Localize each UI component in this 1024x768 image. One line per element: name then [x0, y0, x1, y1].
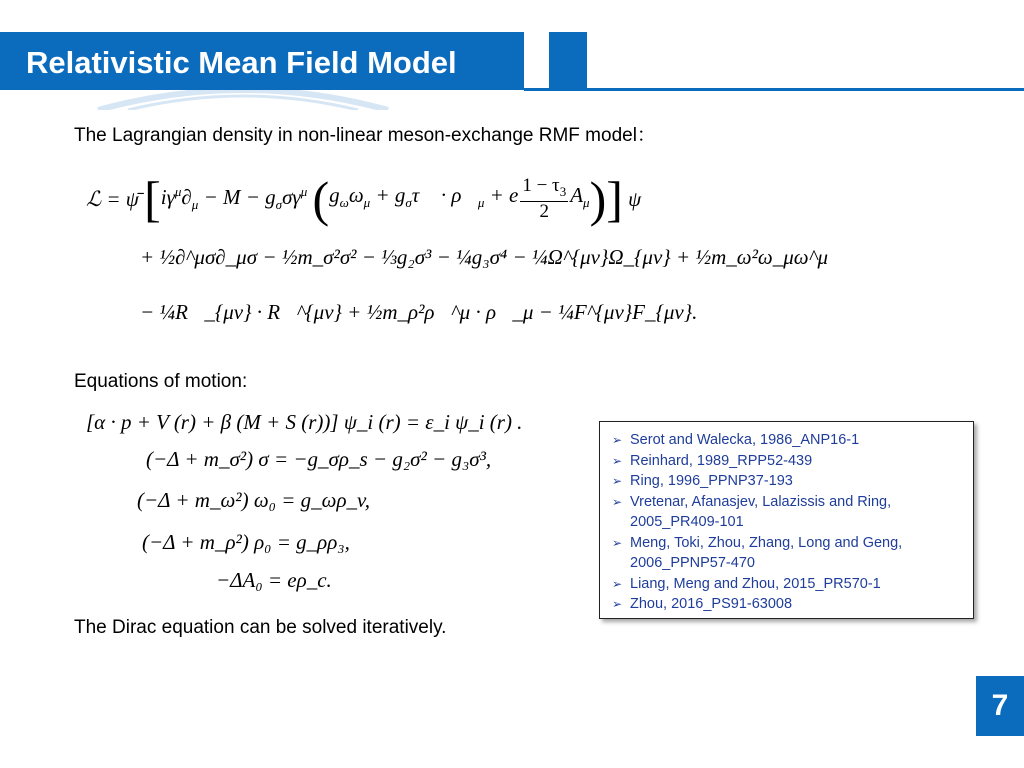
fraction-numerator: 1 − τ [522, 174, 560, 196]
closing-text: The Dirac equation can be solved iteratively. [74, 617, 447, 638]
mass-term: − M − g [198, 185, 276, 210]
references-box [599, 421, 974, 619]
arrow-bullet-icon: ➢ [612, 474, 623, 488]
reference-text: Zhou, 2016_PS91-63008 [630, 596, 793, 612]
arrow-bullet-icon: ➢ [612, 494, 623, 509]
reference-text: Ring, 1996_PPNP37-193 [630, 473, 793, 489]
gamma-term: iγ [160, 185, 175, 210]
rho-field: τ⃗ · ρ⃗ [411, 182, 478, 207]
reference-item [610, 574, 965, 595]
isospin-fraction: $\frac{1 - \tau_3}{2}$ [522, 174, 567, 223]
lagrangian-line-3: − ¼R⃗_{μν} · R⃗^{μν} + ½m_ρ²ρ⃗^μ · ρ⃗_μ − ¼F^{μν}F_{μν}. [140, 300, 698, 324]
reference-text: Meng, Toki, Zhou, Zhang, Long and Geng, 2006_PPNP57-470 [630, 534, 903, 571]
open-paren: ( [312, 171, 330, 227]
arrow-bullet-icon: ➢ [612, 576, 623, 591]
close-bracket: ] [606, 171, 623, 227]
omega-field: ω [348, 182, 364, 207]
arrow-bullet-icon: ➢ [612, 597, 623, 611]
coulomb-field-equation: −ΔA₀ = eρ_c. [216, 568, 332, 592]
photon-field: A [570, 182, 584, 207]
reference-item [610, 430, 965, 451]
lagrangian-line-1: ℒ = ψ̄ [ $i\gamma^\mu\partial_\mu - M - g_\sigma\sigma\gamma^\mu$ ( $g_\omega\omega_\mu$ + $g_\sigma\tau⃗$ · $\rho⃗_\mu + e$ $\frac{1 - \tau_3}{2}$ $A_\mu$ ) ] ψ [86, 171, 642, 227]
open-bracket: [ [144, 171, 161, 227]
title-underline [524, 88, 1024, 91]
equations-of-motion-label: Equations of motion: [74, 371, 248, 392]
reference-item [610, 492, 965, 533]
arrow-bullet-icon: ➢ [612, 535, 623, 550]
rho-field-equation: (−Δ + m_ρ²) ρ₀ = g_ρρ₃, [142, 530, 350, 554]
reference-item [610, 594, 965, 615]
title-accent-block [549, 32, 587, 90]
charge-term: + e [484, 182, 519, 207]
university-emblem-watermark [88, 88, 398, 110]
slide-title: Relativistic Mean Field Model [26, 45, 457, 80]
arrow-bullet-icon: ➢ [612, 453, 623, 468]
reference-text: Serot and Walecka, 1986_ANP16-1 [630, 432, 860, 448]
dirac-equation: [α · p + V (r) + β (M + S (r))] ψ_i (r) = ε_i ψ_i (r) . [86, 410, 523, 434]
reference-item [610, 451, 965, 472]
lagrangian-lhs: ℒ = ψ̄ [86, 187, 139, 211]
fraction-denominator: 2 [539, 201, 550, 223]
reference-text: Liang, Meng and Zhou, 2015_PR570-1 [630, 575, 881, 592]
reference-text: Reinhard, 1989_RPP52-439 [630, 452, 813, 469]
rho-coupling: + g [370, 182, 406, 207]
reference-text: Vretenar, Afanasjev, Lalazissis and Ring, 2005_PR409-101 [630, 493, 892, 530]
close-paren: ) [589, 171, 607, 227]
sigma-gamma-term: σγ [282, 185, 301, 210]
omega-coupling: g [329, 182, 340, 207]
omega-field-equation: (−Δ + m_ω²) ω₀ = g_ωρ_v, [137, 488, 371, 512]
arrow-bullet-icon: ➢ [612, 433, 623, 447]
psi-field: ψ [628, 187, 642, 211]
reference-item [610, 471, 965, 492]
reference-item [610, 533, 965, 574]
sigma-field-equation: (−Δ + m_σ²) σ = −g_σρ_s − g₂σ² − g₃σ³, [146, 447, 492, 471]
lagrangian-line-2: + ½∂^μσ∂_μσ − ½m_σ²σ² − ⅓g₂σ³ − ¼g₃σ⁴ − ¼Ω^{μν}Ω_{μν} + ½m_ω²ω_μω^μ [140, 245, 828, 269]
page-number: 7 [976, 676, 1024, 736]
intro-text: The Lagrangian density in non-linear meson-exchange RMF model： [74, 125, 656, 146]
partial-term: ∂ [181, 185, 192, 210]
